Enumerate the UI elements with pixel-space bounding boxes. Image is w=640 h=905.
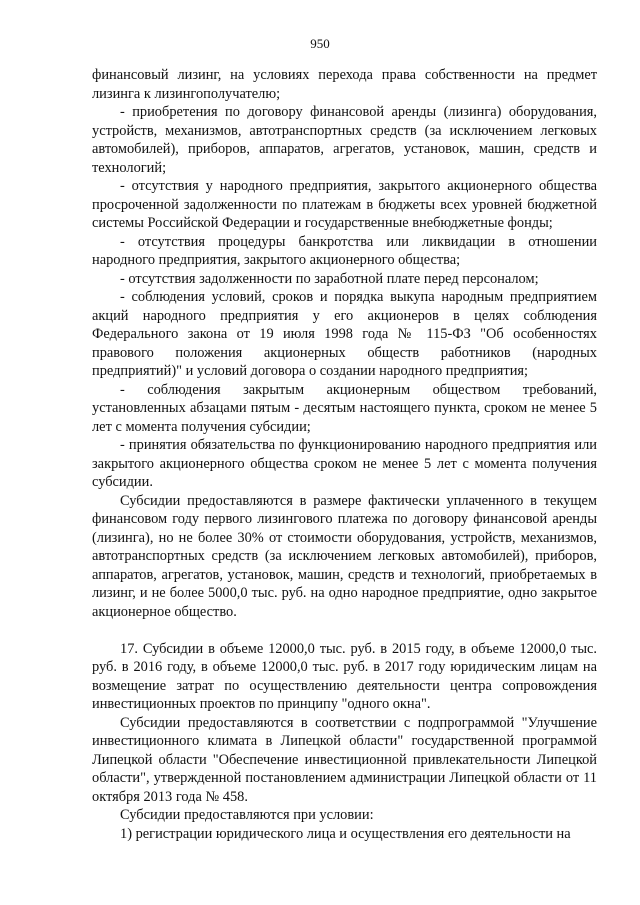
paragraph-item-17: 17. Субсидии в объеме 12000,0 тыс. руб. в 2015 году, в объеме 12000,0 тыс. руб. в 2016 году, в объеме 12000,0 тыс. руб. в 2017 году юридическим лицам на возмещение затрат по осуществлению деятельности центра сопровождения инвестиционных проектов по принципу "одного окна". bbox=[92, 640, 597, 712]
document-body bbox=[92, 66, 597, 843]
paragraph-leasing-continuation: финансовый лизинг, на условиях перехода права собственности на предмет лизинга к лизингополучателю; bbox=[92, 67, 597, 102]
paragraph-condition-no-wage-debt: - отсутствия задолженности по заработной плате перед персоналом; bbox=[120, 270, 539, 287]
page-number: 950 bbox=[310, 36, 330, 51]
paragraph-condition-share-buyback: - соблюдения условий, сроков и порядка выкупа народным предприятием акций народного предприятия у его акционеров в целях соблюдения Федерального закона от 19 июля 1998 года № 115-ФЗ "Об особенностях правового положения акционерных обществ работников (народных предприятий)" и условий договора о создании народного предприятия; bbox=[92, 289, 597, 379]
paragraph-condition-no-debt: - отсутствия у народного предприятия, закрытого акционерного общества просроченной задолженности по платежам в бюджеты всех уровней бюджетной системы Российской Федерации и государственные внебюджетные фонды; bbox=[92, 178, 597, 231]
paragraph-subprogram: Субсидии предоставляются в соответствии с подпрограммой "Улучшение инвестиционного климата в Липецкой области" государственной программой Липецкой области "Обеспечение инвестиционной привлекательности Липецкой области", утвержденной постановлением администрации Липецкой области от 11 октября 2013 года № 458. bbox=[92, 714, 597, 805]
paragraph-condition-compliance: - соблюдения закрытым акционерным обществом требований, установленных абзацами пятым - десятым настоящего пункта, сроком не менее 5 лет с момента получения субсидии; bbox=[92, 381, 597, 435]
paragraph-subsidy-amount: Субсидии предоставляются в размере фактически уплаченного в текущем финансовом году первого лизингового платежа по договору финансовой аренды (лизинга), но не более 30% от стоимости оборудования, устройств, механизмов, автотранспортных средств (за исключением легковых автомобилей), приборов, аппаратов, агрегатов, установок, машин, средств и технологий, приобретаемых в лизинг, и не более 5000,0 тыс. руб. на одно народное предприятие, одно закрытое акционерное общество. bbox=[92, 492, 597, 620]
paragraph-condition-registration: 1) регистрации юридического лица и осуществления его деятельности на bbox=[120, 825, 571, 842]
paragraph-conditions-intro: Субсидии предоставляются при условии: bbox=[120, 807, 374, 823]
paragraph-condition-no-bankruptcy: - отсутствия процедуры банкротства или ликвидации в отношении народного предприятия, закрытого акционерного общества; bbox=[92, 233, 597, 268]
paragraph-condition-acquisition: - приобретения по договору финансовой аренды (лизинга) оборудования, устройств, механизмов, автотранспортных средств (за исключением легковых автомобилей), приборов, аппаратов, агрегатов, установок, машин, средств и технологий; bbox=[92, 104, 597, 176]
paragraph-condition-obligation: - принятия обязательства по функционированию народного предприятия или закрытого акционерного общества сроком не менее 5 лет с момента получения субсидии. bbox=[92, 437, 597, 490]
